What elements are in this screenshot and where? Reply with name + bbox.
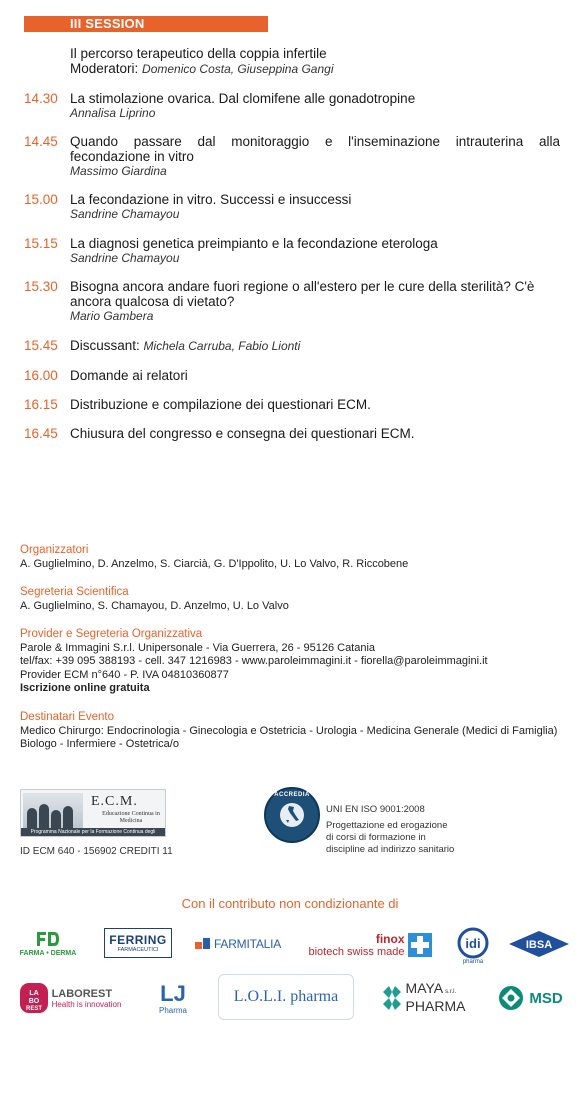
program-time: 16.00 xyxy=(24,368,58,383)
moderators-names: Domenico Costa, Giuseppina Gangi xyxy=(142,62,334,76)
program-title: Domande ai relatori xyxy=(70,368,188,383)
program-title: Quando passare dal monitoraggio e l'inseminazione intrauterina alla fecondazione in vitro xyxy=(70,134,560,164)
msd-logo xyxy=(490,984,570,1012)
provider-block xyxy=(20,628,570,696)
program-time: 15.00 xyxy=(24,192,58,207)
iso-certification-text xyxy=(326,804,476,856)
moderators-label: Moderatori: xyxy=(70,61,139,76)
sponsors-heading: Con il contributo non condizionante di xyxy=(181,896,399,911)
idi-text: idi xyxy=(465,936,481,951)
ibsa-diamond-icon xyxy=(508,930,570,958)
msd-text: MSD xyxy=(529,989,563,1007)
loli-pharma-logo xyxy=(218,974,354,1020)
ecm-people-image xyxy=(23,793,83,833)
farmitalia-mark-icon xyxy=(195,936,211,952)
svg-text:BO: BO xyxy=(28,998,39,1005)
idi-mark-icon xyxy=(456,923,490,959)
laborest-mark-icon xyxy=(19,981,49,1015)
maya-pharma-logo xyxy=(376,976,470,1018)
laborest-sub: Health is innovation xyxy=(51,999,122,1009)
finox-sub: biotech swiss made xyxy=(308,946,405,958)
lj-text: LJ xyxy=(160,980,186,1006)
program-speaker: Massimo Giardina xyxy=(70,164,167,178)
scientific-label: Segreteria Scientifica xyxy=(20,586,129,598)
svg-text:LA: LA xyxy=(28,990,39,997)
organizers-names: A. Guglielmino, D. Anzelmo, S. Ciarcià, G. D'Ippolito, U. Lo Valvo, R. Riccobene xyxy=(20,557,409,570)
provider-ecm: Provider ECM n°640 - P. IVA 04810360877 xyxy=(20,668,229,681)
maya-mark-icon xyxy=(381,982,403,1012)
scientific-names: A. Guglielmino, S. Chamayou, D. Anzelmo, U. Lo Valvo xyxy=(20,599,289,612)
loli-text: L.O.L.I. xyxy=(233,988,287,1005)
program-title: La diagnosi genetica preimpianto e la fecondazione eterologa xyxy=(70,236,438,251)
finox-logo xyxy=(302,928,438,962)
iso-line-1: UNI EN ISO 9001:2008 xyxy=(326,804,425,815)
ecm-logo-title: E.C.M. xyxy=(91,794,138,809)
audience-label: Destinatari Evento xyxy=(20,711,114,723)
program-title: La stimolazione ovarica. Dal clomifene alle gonadotropine xyxy=(70,91,416,106)
program-title: Chiusura del congresso e consegna dei questionari ECM. xyxy=(70,426,415,441)
program-title: Discussant: xyxy=(70,338,140,353)
session-intro xyxy=(70,46,550,77)
ecm-logo-strip: Programma Nazionale per la Formazione Continua degli operatori della Sanità xyxy=(21,828,165,836)
finox-text: finox xyxy=(375,932,405,946)
registration-note: Iscrizione online gratuita xyxy=(20,682,150,694)
farmaderma-mark-icon xyxy=(35,930,61,948)
ecm-logo-subtitle: Educazione Continua in Medicina xyxy=(102,811,160,824)
farmitalia-text: FARMITALIA xyxy=(213,937,282,951)
maya-pharma-text: PHARMA xyxy=(405,998,466,1014)
program-time: 15.30 xyxy=(24,279,58,294)
accredia-seal xyxy=(264,787,320,843)
program-speaker: Sandrine Chamayou xyxy=(70,207,180,221)
program-time: 16.45 xyxy=(24,426,58,441)
session-label: III SESSION xyxy=(70,16,145,31)
swiss-cross-icon xyxy=(408,933,432,957)
accredia-logo-text: ACCREDIA xyxy=(274,792,310,798)
program-title: Bisogna ancora andare fuori regione o all'estero per le cure della sterilità? C'è ancora qualcosa di vietato? xyxy=(70,279,535,309)
program-time: 15.15 xyxy=(24,236,58,251)
ferring-logo xyxy=(104,928,172,958)
ferring-text: FERRING xyxy=(109,933,167,947)
provider-label: Provider e Segreteria Organizzativa xyxy=(20,628,203,640)
audience-line-2: Biologo - Infermiere - Ostetrica/o xyxy=(20,738,179,750)
iso-line-4: discipline ad indirizzo sanitario xyxy=(326,844,455,855)
ecm-id-credits: ID ECM 640 - 156902 CREDITI 11 xyxy=(20,846,173,857)
organizers-label: Organizzatori xyxy=(20,544,89,556)
maya-srl-text: s.r.l. xyxy=(445,989,457,995)
lj-sub: Pharma xyxy=(158,1005,187,1015)
program-time: 14.30 xyxy=(24,91,58,106)
scientific-block xyxy=(20,586,570,613)
farmaderma-text: FARMA • DERMA xyxy=(19,949,77,957)
program-time: 16.15 xyxy=(24,397,58,412)
session-title: Il percorso terapeutico della coppia infertile xyxy=(70,46,327,61)
farmitalia-logo xyxy=(190,932,286,956)
svg-text:REST: REST xyxy=(25,1006,42,1012)
program-time: 14.45 xyxy=(24,134,58,149)
organizers-block xyxy=(20,544,570,571)
provider-address: Parole & Immagini S.r.l. Unipersonale - Via Guerrera, 26 - 95126 Catania xyxy=(20,641,376,654)
program-title: La fecondazione in vitro. Successi e insuccessi xyxy=(70,192,352,207)
ibsa-text: IBSA xyxy=(525,939,553,951)
provider-contacts: tel/fax: +39 095 388193 - cell. 347 1216983 - www.paroleimmagini.it - fiorella@paroleimmagini.it xyxy=(20,655,488,667)
ibsa-logo xyxy=(508,930,570,958)
ecm-logo xyxy=(20,789,166,843)
laborest-text: LABOREST xyxy=(51,987,113,1000)
program-time: 15.45 xyxy=(24,338,58,353)
maya-text: MAYA xyxy=(405,980,444,996)
program-speaker: Michela Carruba, Fabio Lionti xyxy=(143,339,301,353)
idi-sub: pharma xyxy=(462,959,484,965)
msd-mark-icon xyxy=(497,984,525,1012)
lj-pharma-logo xyxy=(148,978,198,1018)
iso-line-2: Progettazione ed erogazione xyxy=(326,820,448,831)
iso-line-3: di corsi di formazione in xyxy=(326,832,426,843)
program-speaker: Sandrine Chamayou xyxy=(70,251,180,265)
laborest-logo xyxy=(10,980,130,1016)
moderators-line xyxy=(70,61,550,77)
loli-pharma-text: pharma xyxy=(290,988,339,1005)
program-speaker: Annalisa Liprino xyxy=(70,106,156,120)
audience-line-1: Medico Chirurgo: Endocrinologia - Ginecologia e Ostetricia - Urologia - Medicina Generale (Medici di Famiglia) xyxy=(20,724,558,737)
program-title: Distribuzione e compilazione dei questionari ECM. xyxy=(70,397,371,412)
idi-pharma-logo xyxy=(454,918,492,970)
session-header-bar xyxy=(24,16,268,32)
program-speaker: Mario Gambera xyxy=(70,309,154,323)
farmaderma-logo xyxy=(10,926,86,960)
italy-map-icon xyxy=(280,803,304,827)
ferring-sub: FARMACEUTICI xyxy=(117,947,159,953)
audience-block xyxy=(20,711,570,752)
